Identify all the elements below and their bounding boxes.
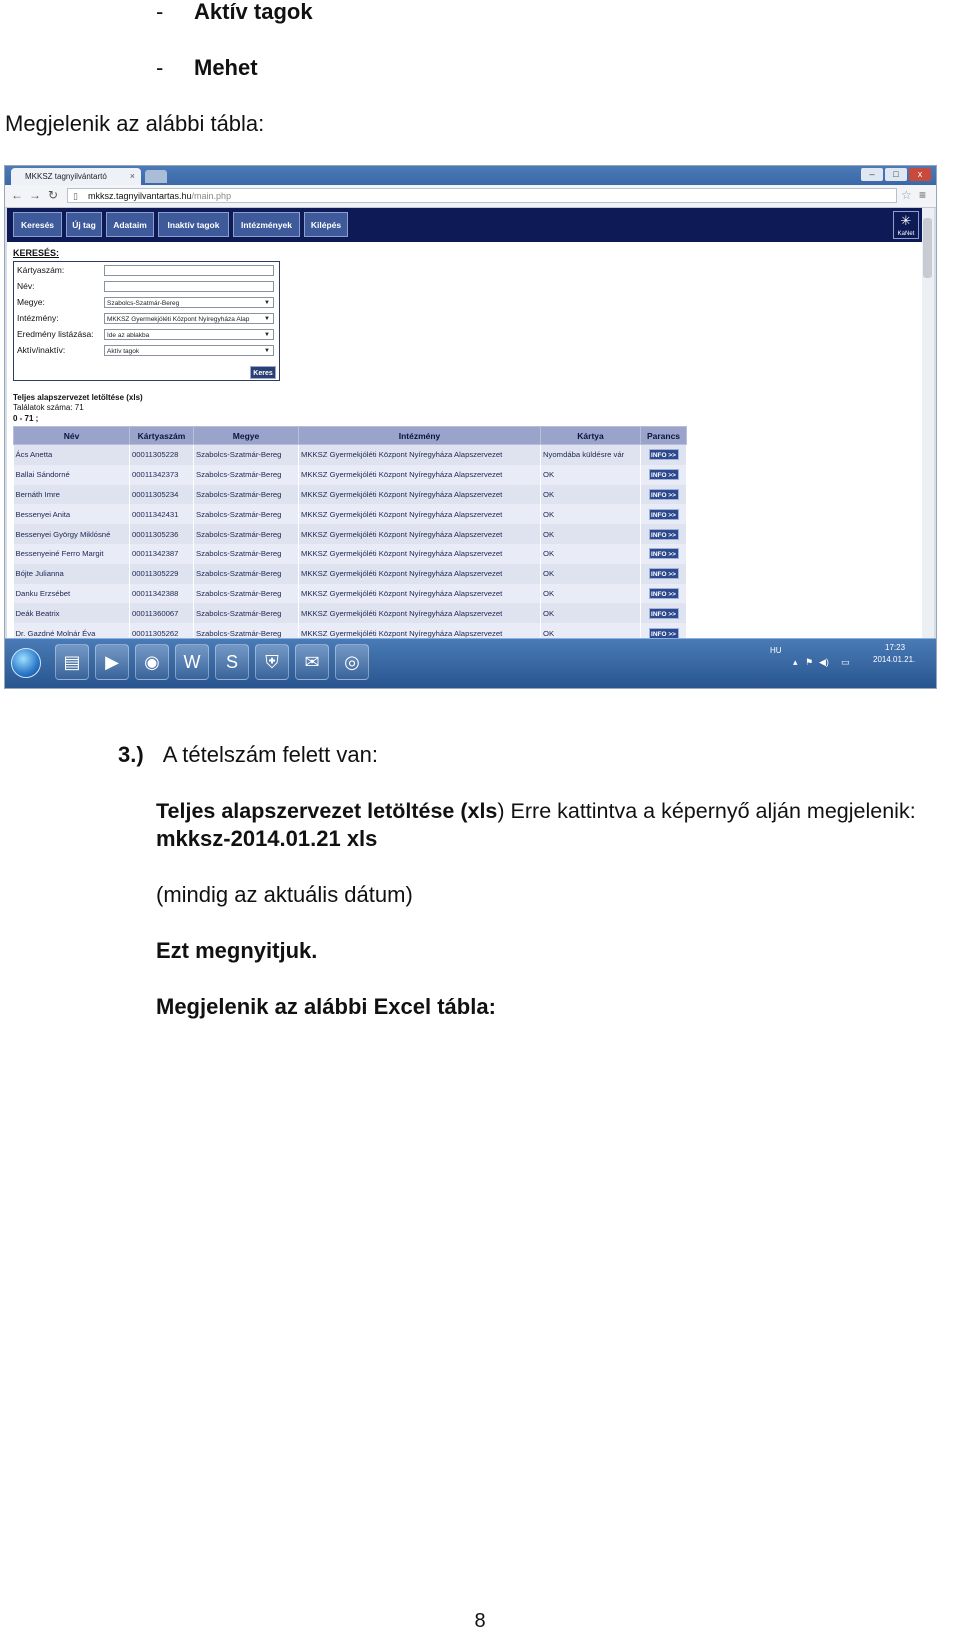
menu-icon[interactable]: ≡	[919, 188, 927, 202]
bullet-dash: -	[156, 55, 164, 80]
tab-close-icon[interactable]: ×	[129, 171, 135, 181]
download-xls-link[interactable]: Teljes alapszervezet letöltése (xls)	[13, 393, 143, 402]
chrome-icon[interactable]: ◎	[335, 644, 369, 680]
cell-card: 00011305234	[130, 485, 194, 505]
nav-button-kereses[interactable]: Keresés	[13, 212, 62, 237]
active-inactive-value: Aktív tagok	[107, 348, 140, 355]
table-header-row	[14, 427, 687, 445]
cell-inst: MKKSZ Gyermekjóléti Központ Nyíregyháza Alapszervezet	[299, 623, 541, 643]
table-row	[14, 603, 687, 623]
institution-select[interactable]	[104, 313, 274, 324]
cell-command	[641, 544, 687, 564]
volume-icon[interactable]: ◀)	[819, 657, 829, 667]
cell-county: Szabolcs-Szatmár-Bereg	[194, 603, 299, 623]
intro-paragraph: Megjelenik az alábbi tábla:	[5, 111, 265, 136]
column-header-parancs: Parancs	[641, 427, 687, 445]
info-button[interactable]: INFO >>	[649, 568, 679, 579]
cell-command	[641, 465, 687, 485]
cell-county: Szabolcs-Szatmár-Bereg	[194, 584, 299, 604]
cell-county: Szabolcs-Szatmár-Bereg	[194, 623, 299, 643]
logo-text: KaNet	[897, 231, 915, 237]
table-row	[14, 504, 687, 524]
bullet-text: Mehet	[194, 55, 258, 80]
cell-status: Nyomdába küldésre vár	[541, 445, 641, 465]
cell-command	[641, 603, 687, 623]
cell-command	[641, 524, 687, 544]
new-tab-button[interactable]	[145, 170, 167, 183]
cell-card: 00011305236	[130, 524, 194, 544]
word-icon[interactable]: W	[175, 644, 209, 680]
website-content	[7, 208, 922, 646]
cell-card: 00011342431	[130, 504, 194, 524]
cell-name: Ballai Sándorné	[14, 465, 130, 485]
cell-name: Bessenyeiné Ferro Margit	[14, 544, 130, 564]
column-header-kartyaszam[interactable]: Kártyaszám	[130, 427, 194, 445]
table-row	[14, 524, 687, 544]
cell-status: OK	[541, 564, 641, 584]
institution-select-value: MKKSZ Gyermekjóléti Központ Nyíregyháza Alap	[107, 316, 250, 323]
cell-inst: MKKSZ Gyermekjóléti Központ Nyíregyháza Alapszervezet	[299, 504, 541, 524]
tray-arrow-icon[interactable]: ▴	[793, 657, 798, 667]
url-host: mkksz.tagnyilvantartas.hu	[88, 191, 192, 201]
cell-card: 00011305262	[130, 623, 194, 643]
excel-intro: Megjelenik az alábbi Excel tábla:	[156, 994, 496, 1019]
step-number: 3.)	[118, 742, 144, 767]
back-arrow-icon[interactable]: ←	[11, 188, 23, 202]
column-header-kartya[interactable]: Kártya	[541, 427, 641, 445]
cell-status: OK	[541, 584, 641, 604]
firefox-icon[interactable]: ◉	[135, 644, 169, 680]
page-number: 8	[474, 1610, 486, 1632]
browser-screenshot	[4, 165, 937, 689]
browser-tab[interactable]	[11, 168, 141, 185]
table-row	[14, 445, 687, 465]
result-range: 0 - 71 ;	[13, 414, 39, 423]
active-inactive-select[interactable]	[104, 345, 274, 356]
cell-card: 00011305229	[130, 564, 194, 584]
info-button[interactable]: INFO >>	[649, 509, 679, 520]
flag-icon[interactable]: ⚑	[805, 657, 814, 667]
cell-county: Szabolcs-Szatmár-Bereg	[194, 465, 299, 485]
cell-card: 00011360067	[130, 603, 194, 623]
windows-explorer-icon[interactable]: ▤	[55, 644, 89, 680]
county-select[interactable]	[104, 297, 274, 308]
cell-status: OK	[541, 485, 641, 505]
info-button[interactable]: INFO >>	[649, 608, 679, 619]
cell-name: Bessenyei Anita	[14, 504, 130, 524]
cell-inst: MKKSZ Gyermekjóléti Központ Nyíregyháza Alapszervezet	[299, 564, 541, 584]
column-header-intezmeny[interactable]: Intézmény	[299, 427, 541, 445]
cell-name: Danku Erzsébet	[14, 584, 130, 604]
info-button[interactable]: INFO >>	[649, 588, 679, 599]
download-link-text: Teljes alapszervezet letöltése (xls	[156, 799, 498, 823]
result-count: Találatok száma: 71	[13, 403, 84, 412]
step-3-heading	[118, 741, 378, 769]
result-listing-label: Eredmény listázása:	[17, 329, 94, 339]
language-indicator[interactable]: HU	[770, 646, 782, 655]
network-icon[interactable]: ▭	[841, 657, 850, 667]
chevron-down-icon: ▼	[264, 348, 270, 354]
county-select-value: Szabolcs-Szatmár-Bereg	[107, 300, 180, 307]
url-bar[interactable]	[67, 188, 897, 203]
info-button[interactable]: INFO >>	[649, 628, 679, 639]
clock-time[interactable]: 17:23	[885, 643, 906, 652]
bullet-item-aktiv-tagok	[156, 0, 313, 26]
name-label: Név:	[17, 281, 35, 291]
cell-county: Szabolcs-Szatmár-Bereg	[194, 445, 299, 465]
cell-status: OK	[541, 465, 641, 485]
cell-status: OK	[541, 623, 641, 643]
card-number-label: Kártyaszám:	[17, 265, 65, 275]
nav-button-uj-tag[interactable]: Új tag	[66, 212, 102, 237]
result-listing-value: Ide az ablakba	[107, 332, 150, 339]
cell-county: Szabolcs-Szatmár-Bereg	[194, 564, 299, 584]
info-button[interactable]: INFO >>	[649, 489, 679, 500]
column-header-megye[interactable]: Megye	[194, 427, 299, 445]
forward-arrow-icon[interactable]: →	[29, 188, 41, 202]
skype-icon[interactable]: S	[215, 644, 249, 680]
cell-name: Bessenyei György Miklósné	[14, 524, 130, 544]
maximize-button[interactable]: □	[885, 168, 907, 181]
download-paren: )	[497, 799, 505, 823]
active-inactive-label: Aktív/inaktív:	[17, 345, 66, 355]
cell-status: OK	[541, 544, 641, 564]
bullet-dash: -	[156, 0, 164, 24]
close-window-button[interactable]: x	[909, 168, 931, 181]
page-scrollbar[interactable]	[922, 208, 934, 646]
bullet-item-mehet	[156, 54, 258, 82]
cell-command	[641, 564, 687, 584]
card-number-input[interactable]	[104, 265, 274, 276]
cell-command	[641, 485, 687, 505]
table-row	[14, 485, 687, 505]
scrollbar-thumb[interactable]	[923, 218, 932, 278]
table-body	[14, 445, 687, 643]
info-button[interactable]: INFO >>	[649, 469, 679, 480]
result-listing-select[interactable]	[104, 329, 274, 340]
table-row	[14, 544, 687, 564]
page-icon: ▯	[73, 191, 78, 201]
name-input[interactable]	[104, 281, 274, 292]
cell-command	[641, 504, 687, 524]
reload-icon[interactable]: ↻	[48, 188, 59, 202]
url-path: /main.php	[191, 191, 232, 201]
search-button[interactable]: Keres	[250, 366, 276, 379]
outlook-icon[interactable]: ✉	[295, 644, 329, 680]
nav-button-intezmenyek[interactable]: Intézmények	[233, 212, 300, 237]
cell-command	[641, 445, 687, 465]
filename-text: mkksz-2014.01.21 xls	[156, 826, 378, 851]
cell-county: Szabolcs-Szatmár-Bereg	[194, 544, 299, 564]
download-instruction	[156, 797, 916, 825]
chevron-down-icon: ▼	[264, 300, 270, 306]
info-button[interactable]: INFO >>	[649, 529, 679, 540]
cell-county: Szabolcs-Szatmár-Bereg	[194, 524, 299, 544]
download-instruction-rest: Erre kattintva a képernyő alján megjelenik:	[504, 799, 916, 823]
site-nav-bar	[7, 208, 922, 242]
cell-name: Ács Anetta	[14, 445, 130, 465]
chevron-down-icon: ▼	[264, 332, 270, 338]
table-row	[14, 564, 687, 584]
table-row	[14, 584, 687, 604]
windows-taskbar	[5, 638, 936, 689]
bookmark-star-icon[interactable]: ☆	[901, 188, 912, 202]
date-note: (mindig az aktuális dátum)	[156, 882, 413, 907]
address-row	[5, 185, 936, 208]
cell-county: Szabolcs-Szatmár-Bereg	[194, 504, 299, 524]
tab-title: MKKSZ tagnyilvántartó	[25, 172, 107, 181]
table-row	[14, 465, 687, 485]
members-table	[13, 426, 687, 643]
chevron-down-icon: ▼	[264, 316, 270, 322]
minimize-button[interactable]: –	[861, 168, 883, 181]
nav-button-adataim[interactable]: Adataim	[106, 212, 154, 237]
step-text: A tételszám felett van:	[162, 742, 378, 767]
column-header-nev[interactable]: Név	[14, 427, 130, 445]
info-button[interactable]: INFO >>	[649, 548, 679, 559]
browser-tab-bar	[5, 166, 936, 185]
cell-inst: MKKSZ Gyermekjóléti Központ Nyíregyháza Alapszervezet	[299, 524, 541, 544]
cell-inst: MKKSZ Gyermekjóléti Központ Nyíregyháza Alapszervezet	[299, 485, 541, 505]
cell-inst: MKKSZ Gyermekjóléti Központ Nyíregyháza Alapszervezet	[299, 544, 541, 564]
media-player-icon[interactable]: ▶	[95, 644, 129, 680]
kanet-logo: ✳ KaNet	[893, 211, 919, 239]
cell-card: 00011342387	[130, 544, 194, 564]
cell-status: OK	[541, 524, 641, 544]
shield-icon[interactable]: ⛨	[255, 644, 289, 680]
cell-status: OK	[541, 603, 641, 623]
cell-card: 00011305228	[130, 445, 194, 465]
cell-name: Deák Beatrix	[14, 603, 130, 623]
cell-name: Dr. Gazdné Molnár Éva	[14, 623, 130, 643]
start-button-icon[interactable]	[11, 648, 41, 678]
cell-status: OK	[541, 504, 641, 524]
open-instruction: Ezt megnyitjuk.	[156, 938, 318, 963]
cell-name: Bójte Julianna	[14, 564, 130, 584]
county-label: Megye:	[17, 297, 45, 307]
cell-card: 00011342373	[130, 465, 194, 485]
nav-button-kilepes[interactable]: Kilépés	[304, 212, 348, 237]
cell-inst: MKKSZ Gyermekjóléti Központ Nyíregyháza Alapszervezet	[299, 603, 541, 623]
institution-label: Intézmény:	[17, 313, 59, 323]
info-button[interactable]: INFO >>	[649, 449, 679, 460]
search-form	[13, 261, 280, 381]
cell-inst: MKKSZ Gyermekjóléti Központ Nyíregyháza Alapszervezet	[299, 445, 541, 465]
nav-button-inaktiv-tagok[interactable]: Inaktív tagok	[158, 212, 229, 237]
bullet-text: Aktív tagok	[194, 0, 313, 24]
cell-inst: MKKSZ Gyermekjóléti Központ Nyíregyháza Alapszervezet	[299, 584, 541, 604]
search-form-title: KERESÉS:	[13, 248, 60, 258]
cell-name: Bernáth Imre	[14, 485, 130, 505]
cell-card: 00011342388	[130, 584, 194, 604]
cell-county: Szabolcs-Szatmár-Bereg	[194, 485, 299, 505]
cell-inst: MKKSZ Gyermekjóléti Központ Nyíregyháza Alapszervezet	[299, 465, 541, 485]
cell-command	[641, 584, 687, 604]
clock-date[interactable]: 2014.01.21.	[873, 655, 916, 664]
